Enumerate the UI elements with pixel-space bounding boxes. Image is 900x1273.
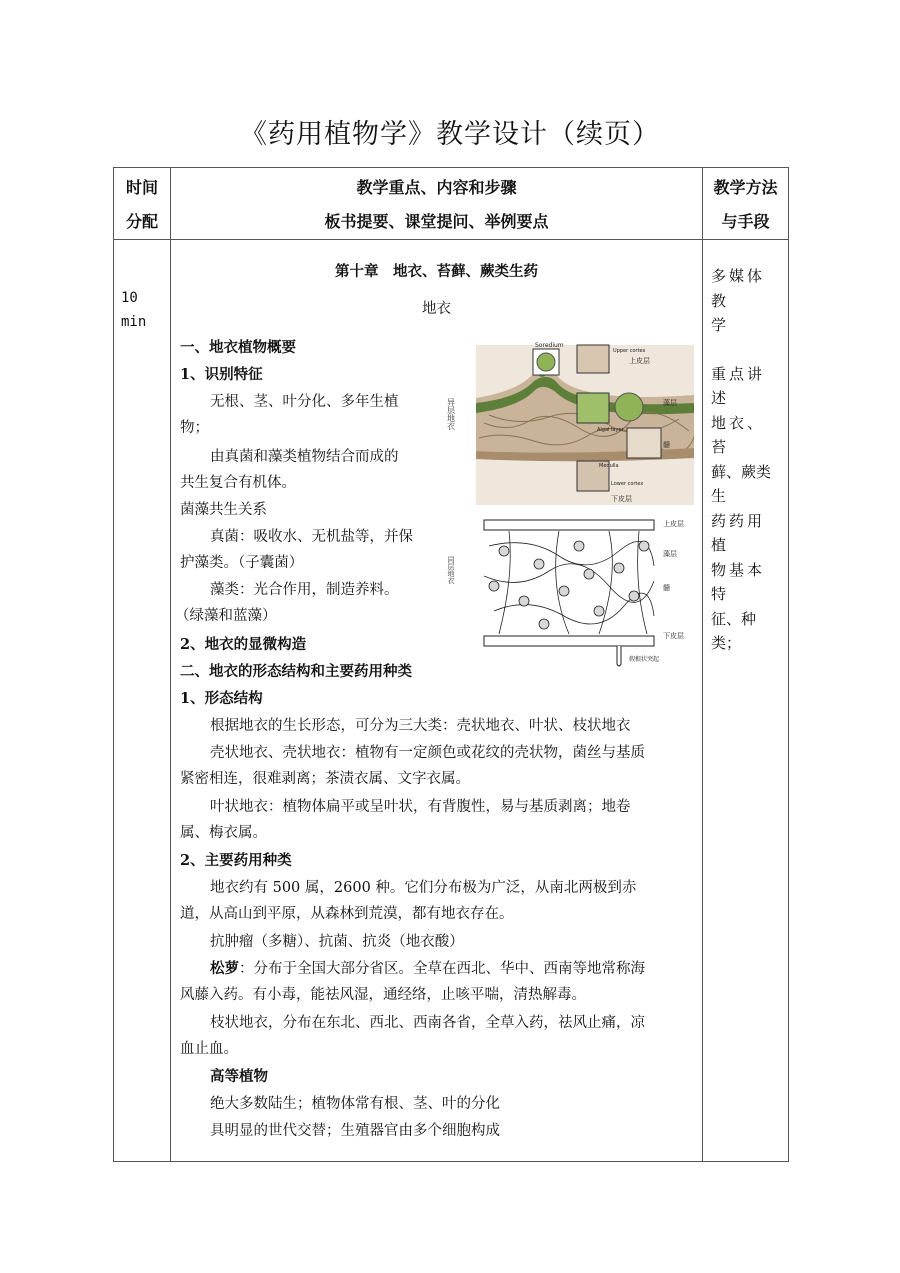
paragraph: 抗肿瘤（多糖）、抗菌、抗炎（地衣酸）: [210, 934, 464, 950]
paragraph: 壳状地衣、壳状地衣：植物有一定颜色或花纹的壳状物，菌丝与基质: [210, 745, 645, 761]
paragraph: 地衣约有 500 属，2600 种。它们分布极为广泛，从南北两极到赤: [210, 880, 637, 896]
fig2-medulla-label: 髓: [663, 584, 670, 592]
section-title: 地衣: [422, 301, 451, 317]
method-line: 多媒体教: [711, 267, 766, 310]
heading-1-1: 1、识别特征: [180, 366, 263, 383]
time-value: 10: [121, 290, 138, 306]
method-line: 药药用植: [711, 511, 766, 554]
time-cell: [114, 240, 171, 1162]
heading-2: 二、地衣的形态结构和主要药用种类: [180, 663, 412, 680]
paragraph: 血止血。: [180, 1041, 238, 1057]
header-content-line1: 教学重点、内容和步骤: [356, 178, 517, 197]
heading-2-1: 1、形态结构: [180, 690, 263, 707]
header-time-line2: 分配: [125, 212, 158, 231]
paragraph: 叶状地衣：植物体扁平或呈叶状，有背腹性，易与基质剥离；地卷: [210, 799, 631, 815]
header-content-cell: [171, 168, 703, 240]
header-time-cell: [114, 168, 171, 240]
paragraph: 藻类：光合作用，制造养料。: [210, 582, 399, 598]
heading-3: 高等植物: [210, 1068, 268, 1085]
header-method-cell: [703, 168, 789, 240]
chapter-title: 第十章 地衣、苔藓、蕨类生药: [335, 263, 538, 280]
method-cell: [703, 240, 789, 1162]
header-method-line2: 与手段: [721, 212, 770, 231]
paragraph: 紧密相连，很难剥离；茶渍衣属、文字衣属。: [180, 771, 470, 787]
heading-1-2: 2、地衣的显微构造: [180, 636, 307, 653]
method-line: 藓、蕨类生: [711, 462, 772, 505]
fig1-upper-cn-label: 上皮层: [629, 357, 650, 365]
fig2-lower-label: 下皮层: [663, 632, 684, 640]
paragraph: 道，从高山到平原，从森林到荒漠，都有地衣存在。: [180, 906, 514, 922]
fig2-algal-label: 藻层: [663, 550, 677, 558]
paragraph: 根据地衣的生长形态，可分为三大类：壳状地衣、叶状、枝状地衣: [210, 718, 631, 734]
paragraph: （绿藻和蓝藻）: [175, 608, 277, 624]
fig1-algal-layer-label: Algal layer: [597, 427, 624, 433]
fig1-lower-cortex-label: Lower cortex: [611, 481, 644, 487]
fig1-side-label: 异层地衣: [446, 398, 456, 430]
paragraph: 属、梅衣属。: [180, 825, 267, 841]
table-body-row: [114, 240, 789, 1162]
fig1-lower-cn-label: 下皮层: [611, 495, 632, 503]
header-time-line1: 时间: [125, 178, 158, 197]
paragraph: 松萝：分布于全国大部分省区。全草在西北、华中、西南等地常称海: [210, 960, 645, 977]
paragraph: 共生复合有机体。: [180, 475, 296, 491]
heading-1: 一、地衣植物概要: [180, 339, 296, 356]
paragraph: 菌藻共生关系: [180, 502, 267, 518]
fig1-medulla-cn-label: 髓: [663, 441, 670, 449]
fig1-upper-cortex-label: Upper cortex: [613, 348, 646, 354]
paragraph: 绝大多数陆生；植物体常有根、茎、叶的分化: [210, 1096, 500, 1112]
fig1-algal-cn-label: 藻层: [663, 399, 677, 407]
paragraph: 真菌：吸收水、无机盐等，并保: [210, 529, 413, 545]
fig2-upper-label: 上皮层: [663, 520, 684, 528]
method-line: 地衣、苔: [711, 413, 766, 456]
time-unit: min: [121, 314, 147, 330]
fig1-soredium-label: Soredium: [535, 342, 564, 349]
homoeomerous-lichen-figure: [449, 516, 699, 672]
table-header-row: [114, 168, 789, 240]
fig2-side-label: 同层地衣: [447, 556, 455, 584]
method-line: 学: [711, 316, 730, 334]
header-method-line1: 教学方法: [713, 178, 778, 197]
method-line: 物基本特: [711, 560, 766, 603]
paragraph: 由真菌和藻类植物结合而成的: [210, 449, 399, 465]
songluo-term: 松萝: [210, 960, 239, 977]
method-spacer: [711, 338, 782, 362]
paragraph: 物；: [180, 420, 209, 436]
method-line: 征、种类；: [711, 609, 757, 652]
method-line: 重点讲述: [711, 364, 766, 407]
paragraph: 风藤入药。有小毒，能祛风湿，通经络，止咳平喘，清热解毒。: [180, 987, 586, 1003]
fig2-rhizine-label: 假根状突起: [629, 656, 660, 663]
content-cell: [171, 240, 703, 1162]
lesson-table: [113, 167, 789, 1162]
paragraph: 护藻类。（子囊菌）: [180, 555, 304, 571]
heading-2-2: 2、主要药用种类: [180, 852, 292, 869]
heteromerous-lichen-figure: [446, 342, 699, 511]
header-content-line2: 板书提要、课堂提问、举例要点: [324, 212, 549, 231]
paragraph: 枝状地衣，分布在东北、西北、西南各省，全草入药，祛风止痛，凉: [210, 1015, 645, 1031]
fig1-medulla-label: Medulla: [599, 463, 619, 469]
paragraph: 无根、茎、叶分化、多年生植: [210, 394, 399, 410]
paragraph: 具明显的世代交替；生殖器官由多个细胞构成: [210, 1123, 500, 1139]
document-title: 《药用植物学》教学设计（续页）: [240, 119, 660, 150]
